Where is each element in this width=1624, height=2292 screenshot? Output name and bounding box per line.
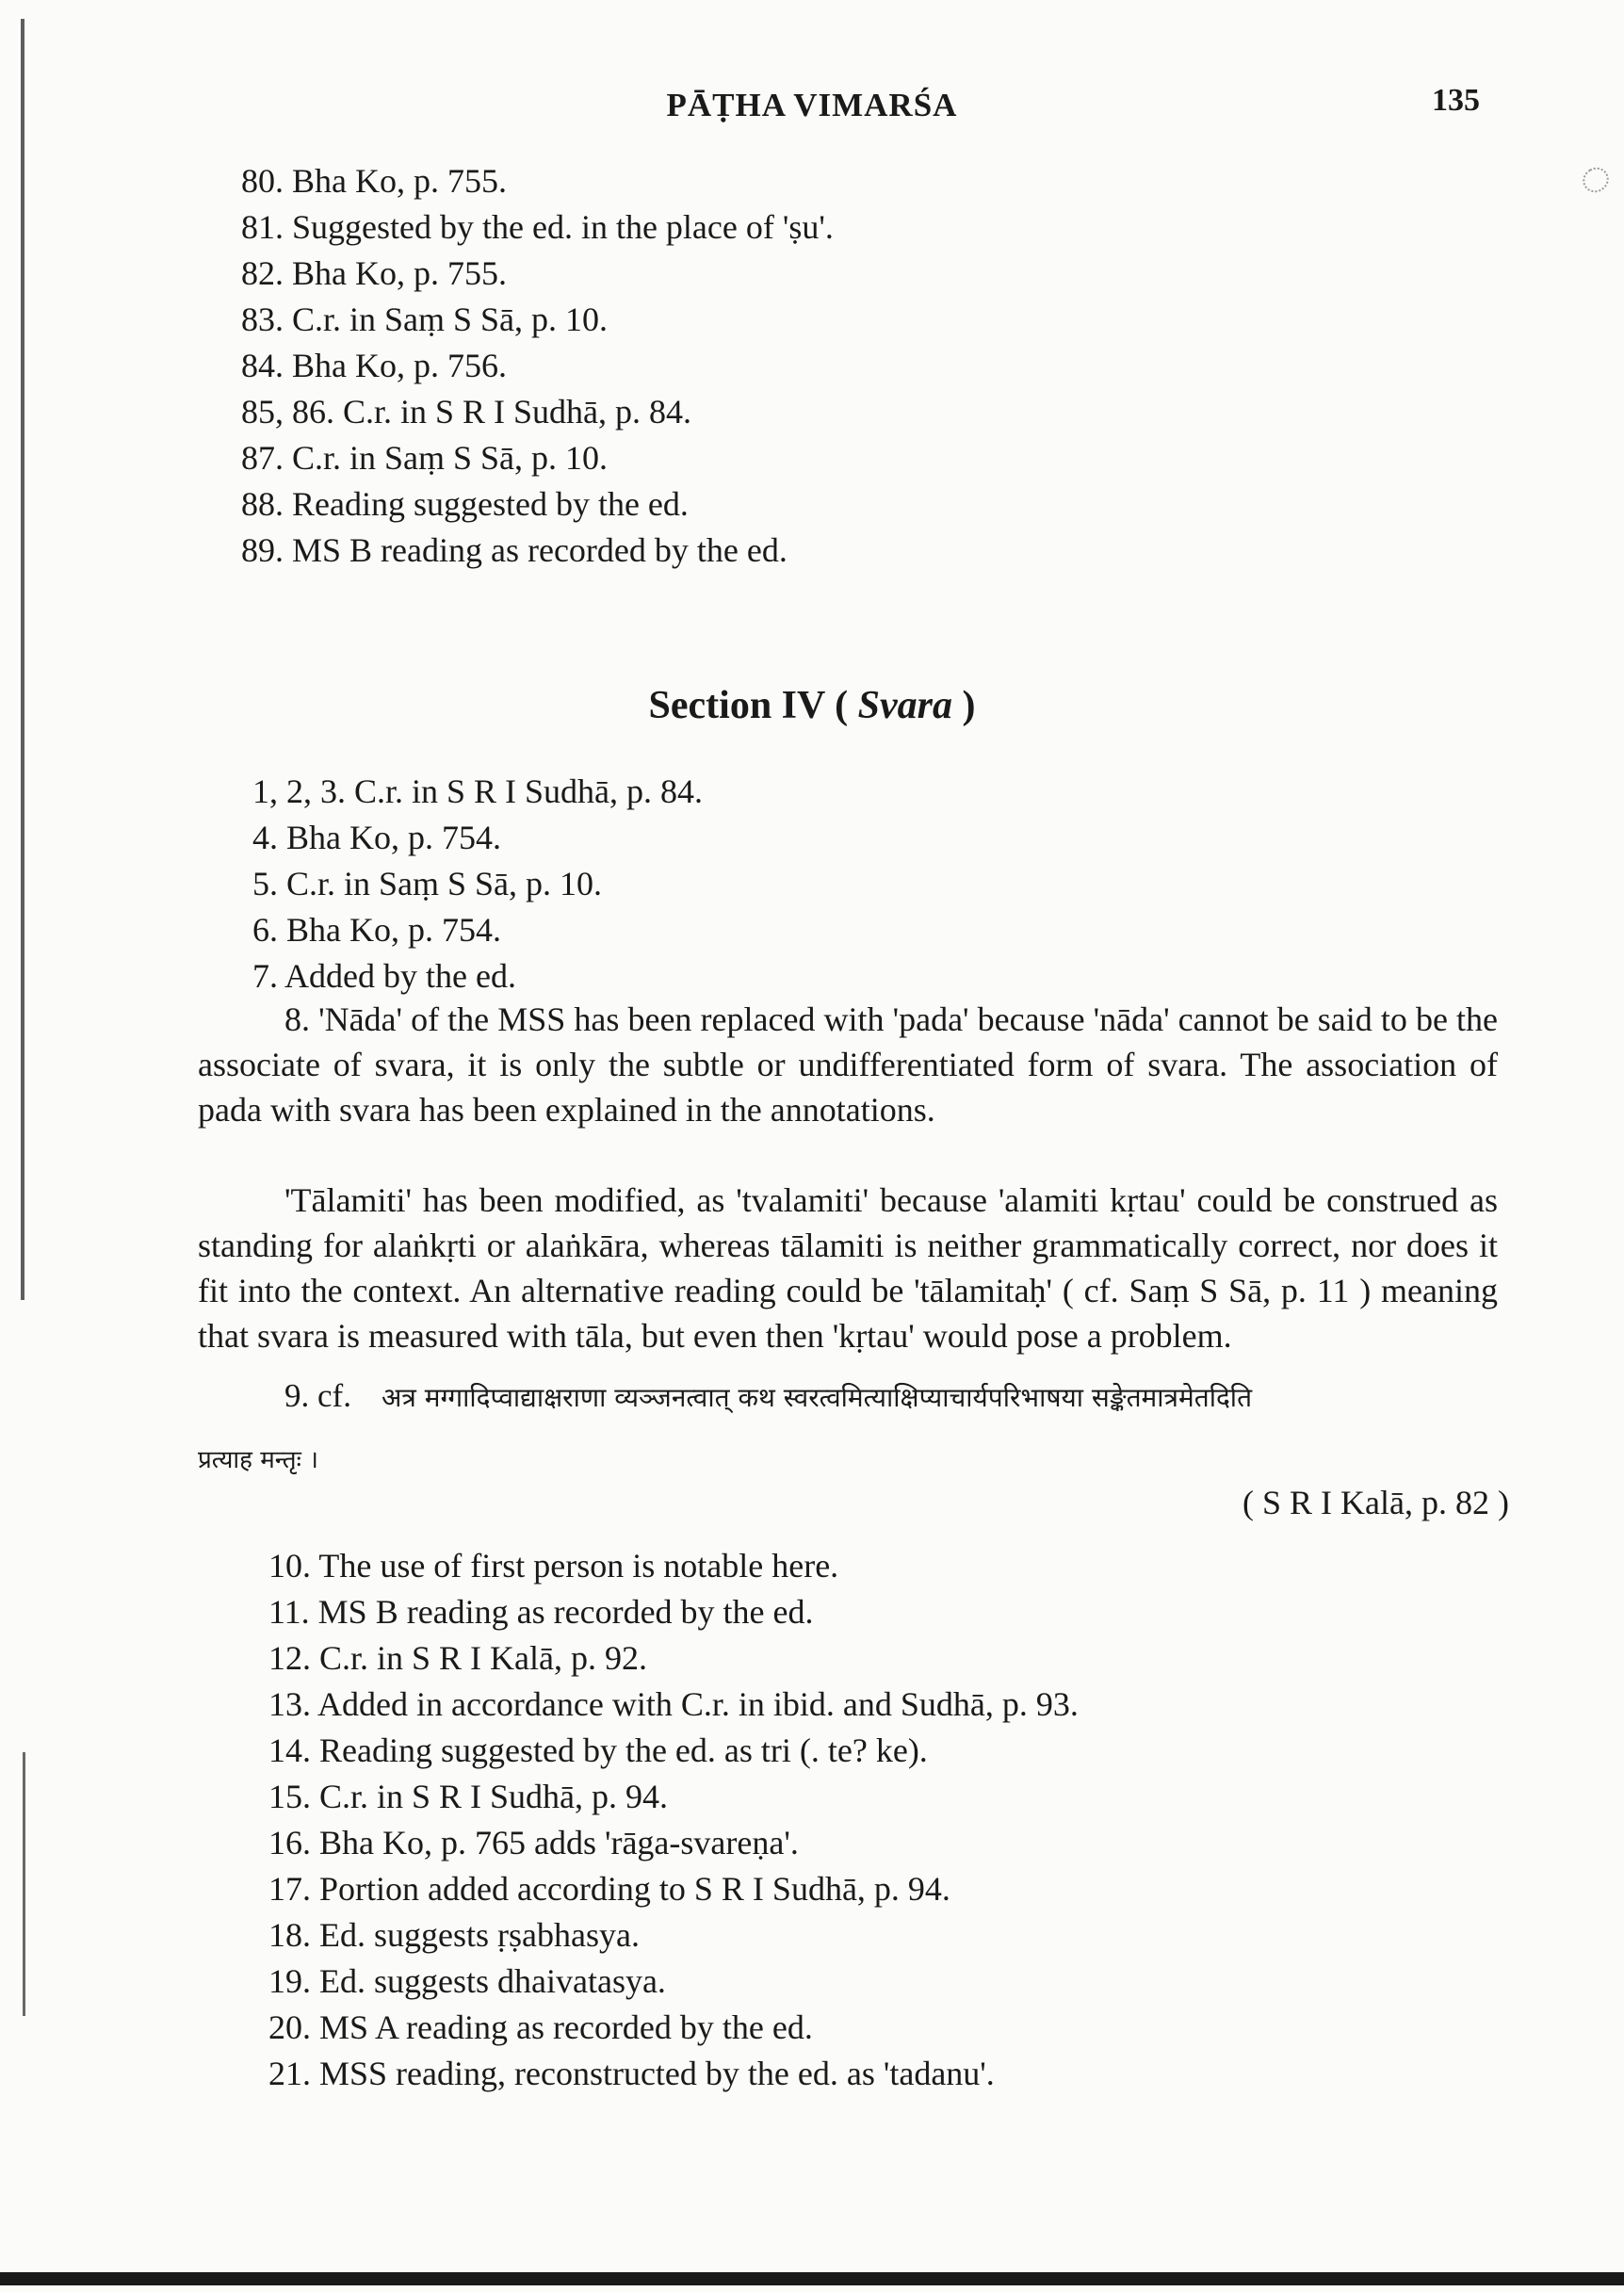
note-item: 82. Bha Ko, p. 755. <box>241 254 507 292</box>
note-item: 14. Reading suggested by the ed. as tri (. te? ke). <box>268 1731 928 1769</box>
note-item: 89. MS B reading as recorded by the ed. <box>241 531 788 569</box>
page-number: 135 <box>1432 83 1480 118</box>
note-8-paragraph-2: 'Tālamiti' has been modified, as 'tvalamiti' because 'alamiti kṛtau' could be construed as standing for alaṅkṛti or alaṅkāra, whereas tālamiti is neither grammatically correct, nor does it fit into the context. An alternative reading could be 'tālamitaḥ' ( cf. Saṃ S Sā, p. 11 ) meaning that svara is measured with tāla, but even then 'kṛtau' would pose a problem. <box>198 1181 1498 1355</box>
note-item: 17. Portion added according to S R I Sudhā, p. 94. <box>268 1870 950 1908</box>
note-item: 5. C.r. in Saṃ S Sā, p. 10. <box>252 865 603 902</box>
note-9-sanskrit-continued: प्रत्याह मन्तृः । <box>198 1446 318 1474</box>
note-item: 84. Bha Ko, p. 756. <box>241 347 507 384</box>
note-9-label: 9. cf. <box>284 1377 351 1414</box>
note-item: 7. Added by the ed. <box>252 957 516 995</box>
note-item: 6. Bha Ko, p. 754. <box>252 911 501 949</box>
note-item: 18. Ed. suggests ṛṣabhasya. <box>268 1916 640 1954</box>
note-9-sanskrit: अत्र मग्गादिप्वाद्याक्षराणा व्यञ्जनत्वात् कथ स्वरत्वमित्याक्षिप्याचार्यपरिभाषया सङ्केतमात्रमेतदिति <box>381 1382 1253 1413</box>
note-9 <box>284 1377 1252 1415</box>
note-item: 19. Ed. suggests dhaivatasya. <box>268 1962 666 2000</box>
note-item: 12. C.r. in S R I Kalā, p. 92. <box>268 1639 647 1677</box>
note-item: 87. C.r. in Saṃ S Sā, p. 10. <box>241 439 609 477</box>
note-item: 20. MS A reading as recorded by the ed. <box>268 2008 813 2046</box>
section-heading <box>0 683 1624 728</box>
note-item: 16. Bha Ko, p. 765 adds 'rāga-svareṇa'. <box>268 1824 799 1861</box>
notes-previous-section <box>241 158 834 574</box>
scan-left-edge <box>21 19 24 1300</box>
scan-left-edge-lower <box>23 1752 25 2016</box>
note-item: 83. C.r. in Saṃ S Sā, p. 10. <box>241 301 609 338</box>
note-item: 1, 2, 3. C.r. in S R I Sudhā, p. 84. <box>252 772 704 810</box>
section-title-italic: Svara <box>857 684 952 727</box>
section-title: Section IV ( <box>648 684 849 727</box>
note-8-paragraph-1: 8. 'Nāda' of the MSS has been replaced with 'pada' because 'nāda' cannot be said to be the associate of svara, it is only the subtle or undifferentiated form of svara. The association of pada with svara has been explained in the annotations. <box>198 1000 1498 1129</box>
note-item: 13. Added in accordance with C.r. in ibid. and Sudhā, p. 93. <box>268 1685 1079 1723</box>
section-title-close: ) <box>962 684 976 727</box>
note-9-reference: ( S R I Kalā, p. 82 ) <box>1242 1484 1509 1521</box>
note-item: 85, 86. C.r. in S R I Sudhā, p. 84. <box>241 393 692 431</box>
note-item: 15. C.r. in S R I Sudhā, p. 94. <box>268 1778 669 1815</box>
note-item: 80. Bha Ko, p. 755. <box>241 162 507 200</box>
note-item: 10. The use of first person is notable here. <box>268 1547 839 1585</box>
scan-bottom-edge <box>0 2272 1624 2285</box>
notes-section-iv-continued <box>268 1543 1079 2097</box>
notes-section-iv <box>252 769 703 1000</box>
note-item: 21. MSS reading, reconstructed by the ed. as 'tadanu'. <box>268 2055 995 2092</box>
note-item: 81. Suggested by the ed. in the place of 'ṣu'. <box>241 208 834 246</box>
note-item: 88. Reading suggested by the ed. <box>241 485 689 523</box>
note-item: 11. MS B reading as recorded by the ed. <box>268 1593 814 1631</box>
scan-smudge <box>1578 163 1613 198</box>
note-item: 4. Bha Ko, p. 754. <box>252 819 501 856</box>
running-title: PĀṬHA VIMARŚA <box>666 87 958 123</box>
